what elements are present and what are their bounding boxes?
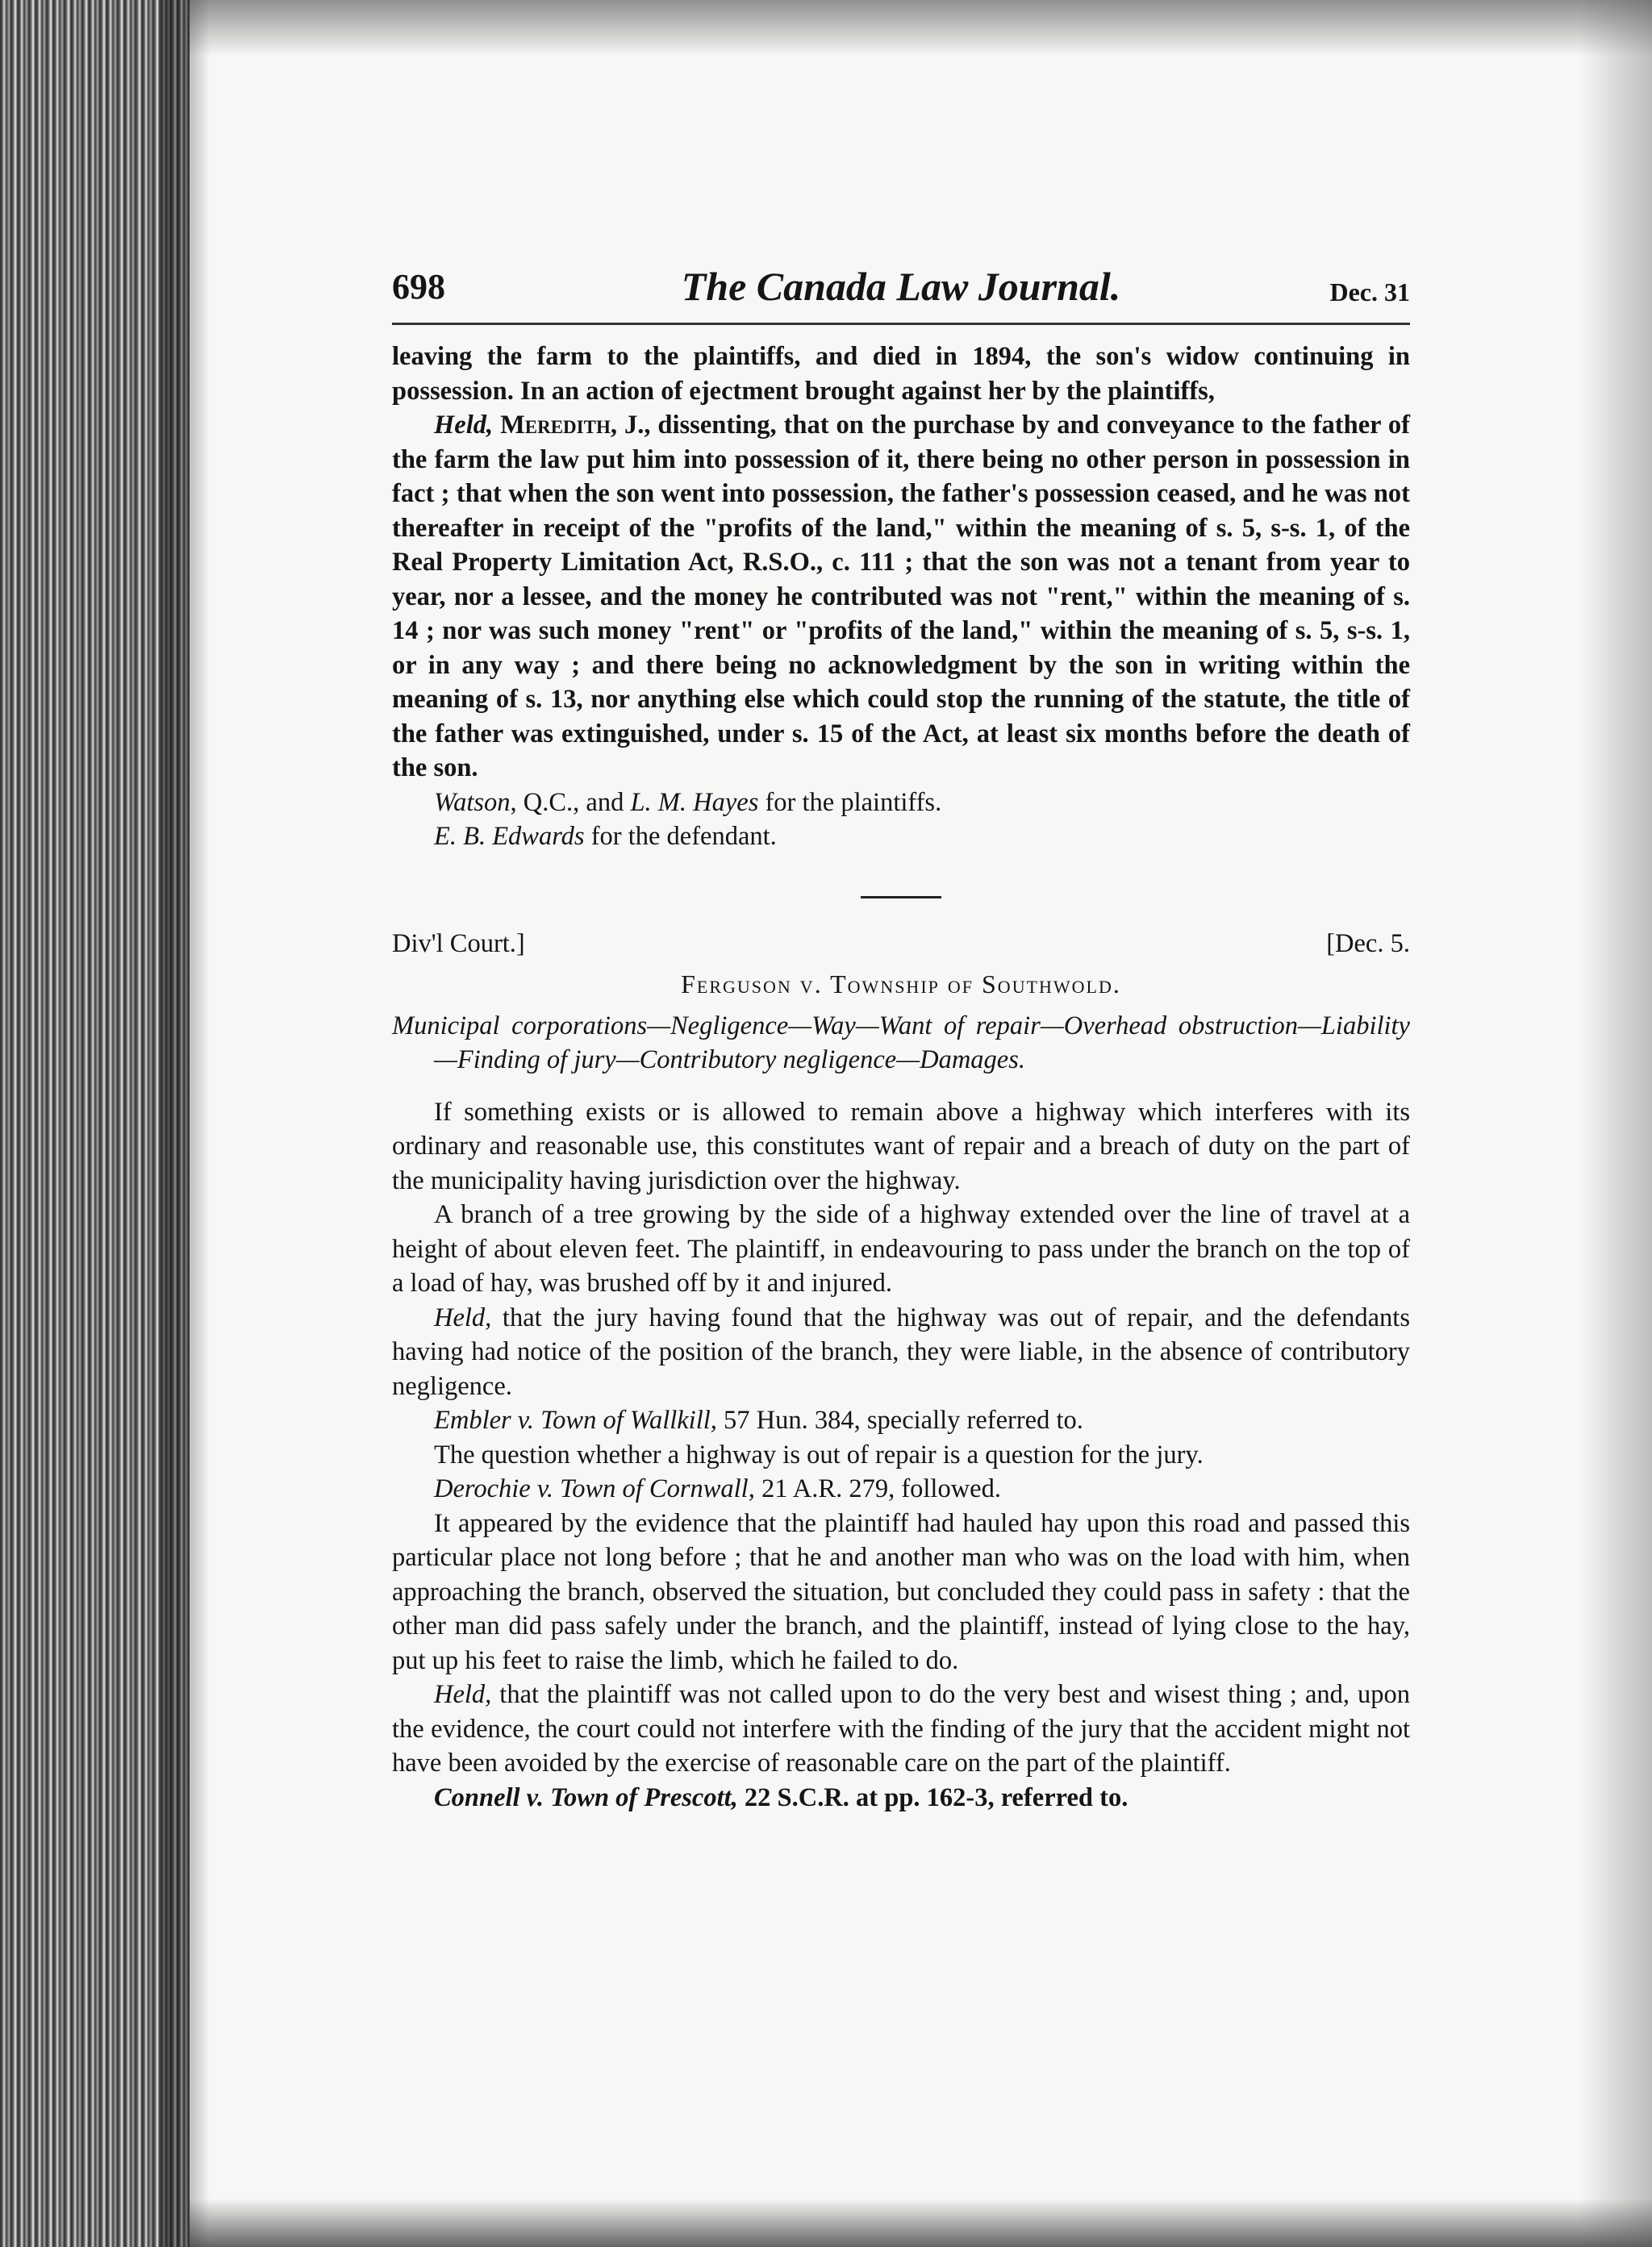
decision-date: [Dec. 5. bbox=[1326, 928, 1410, 958]
page-header bbox=[392, 266, 1410, 325]
paragraph: A branch of a tree growing by the side of a highway extended over the line of travel at a height of about eleven feet. The plaintiff, in endeavouring to pass under the branch on the top of a load of hay, was brushed off by it and injured. bbox=[392, 1200, 1410, 1298]
citation-paragraph bbox=[392, 1472, 1410, 1507]
paragraph: The question whether a highway is out of repair is a question for the jury. bbox=[434, 1440, 1204, 1470]
case-two bbox=[392, 929, 1410, 1816]
court-row bbox=[392, 929, 1410, 966]
counsel-role: for the plaintiffs. bbox=[758, 787, 942, 817]
page-number: 698 bbox=[392, 267, 445, 306]
case-one bbox=[392, 340, 1410, 854]
held-paragraph bbox=[392, 1678, 1410, 1781]
case-title: Ferguson v. Township of Southwold. bbox=[681, 969, 1121, 998]
counsel-name: L. M. Hayes bbox=[630, 787, 759, 817]
counsel-role: for the defendant. bbox=[584, 822, 777, 851]
paragraph: If something exists or is allowed to remain above a highway which interferes with its ordinary and reasonable use, this constitutes want of repair and a breach of duty on the part of the municipality having jurisdiction over the highway. bbox=[392, 1097, 1410, 1195]
paragraph: leaving the farm to the plaintiffs, and died in 1894, the son's widow continuing in possession. In an action of ejectment brought against her by the plaintiffs, bbox=[392, 342, 1410, 406]
counsel-connector: , Q.C., and bbox=[510, 787, 631, 817]
counsel-name: E. B. Edwards bbox=[434, 822, 585, 851]
scan-bottom-edge bbox=[190, 2199, 1652, 2247]
citation-paragraph bbox=[392, 1781, 1410, 1816]
held-text: that the plaintiff was not called upon to do the very best and wisest thing ; and, upon the evidence, the court could not interfere with the finding of the jury that the accident might not have been avoided by the exercise of reasonable care on the part of the plaintiff. bbox=[392, 1680, 1410, 1778]
scan-top-edge bbox=[190, 0, 1652, 56]
case-citation: Derochie v. Town of Cornwall, bbox=[434, 1474, 755, 1503]
header-date: Dec. 31 bbox=[1329, 277, 1410, 306]
held-label: Held, bbox=[434, 1303, 492, 1332]
paragraph: It appeared by the evidence that the plaintiff had hauled hay upon this road and passed this particular place not long before ; that he and another man who was on the load with him, when approaching the branch, observed the situation, but concluded they could pass in safety : that the other man did pass safely under the branch, and the plaintiff, instead of lying close to the hay, put up his feet to raise the limb, which he failed to do. bbox=[392, 1508, 1410, 1675]
held-paragraph bbox=[392, 1301, 1410, 1404]
held-label: Held, bbox=[434, 411, 494, 440]
journal-page bbox=[392, 266, 1410, 1815]
judge-name: Meredith bbox=[500, 411, 611, 440]
counsel-line bbox=[392, 786, 1410, 820]
case-citation: Embler v. Town of Wallkill, bbox=[434, 1406, 717, 1435]
citation-text: 57 Hun. 384, specially referred to. bbox=[716, 1406, 1083, 1435]
headnote: Municipal corporations—Negligence—Way—Want of repair—Overhead obstruction—Liability—Finding of jury—Contributory negligence—Damages. bbox=[392, 1011, 1410, 1074]
held-label: Held, bbox=[434, 1680, 492, 1709]
section-divider bbox=[861, 896, 941, 898]
binding-shadow bbox=[161, 0, 210, 2247]
counsel-line bbox=[392, 819, 1410, 854]
case-citation: Connell v. Town of Prescott, bbox=[434, 1782, 738, 1812]
held-text: that the jury having found that the highway was out of repair, and the defendants having had notice of the position of the branch, they were liable, in the absence of contributory negligence. bbox=[392, 1303, 1410, 1401]
citation-paragraph bbox=[392, 1403, 1410, 1438]
held-paragraph bbox=[392, 408, 1410, 786]
counsel-name: Watson bbox=[434, 787, 511, 817]
court-name: Div'l Court.] bbox=[392, 928, 525, 958]
citation-text: 22 S.C.R. at pp. 162-3, referred to. bbox=[737, 1782, 1128, 1812]
scan-right-edge bbox=[1579, 0, 1652, 2247]
citation-text: 21 A.R. 279, followed. bbox=[754, 1474, 1001, 1503]
running-title: The Canada Law Journal. bbox=[681, 264, 1121, 309]
held-text: , J., dissenting, that on the purchase by and conveyance to the father of the farm the law put him into possession of it, there being no other person in possession in fact ; that when the son went into possession, the father's possession ceased, and he was not thereafter in receipt of the "profits of the land," within the meaning of s. 5, s-s. 1, of the Real Property Limitation Act, R.S.O., c. 111 ; that the son was not a tenant from year to year, nor a lessee, and the money he contributed was not "rent," within the meaning of s. 14 ; nor was such money "rent" or "profits of the land," within the meaning of s. 5, s-s. 1, or in any way ; and there being no acknowledgment by the son in writing within the meaning of s. 13, nor anything else which could stop the running of the statute, the title of the father was extinguished, under s. 15 of the Act, at least six months before the death of the son. bbox=[392, 411, 1411, 782]
